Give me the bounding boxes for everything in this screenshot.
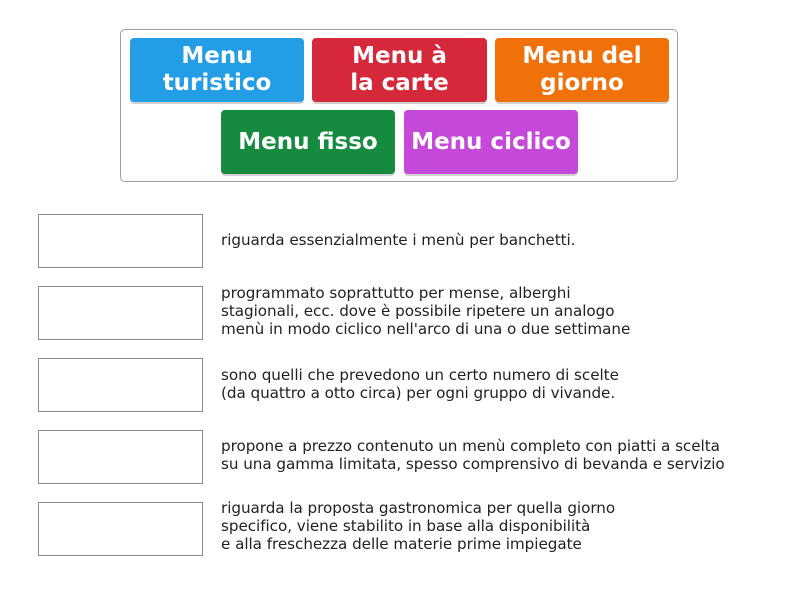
description-3: sono quelli che prevedono un certo numero di scelte (da quattro a otto circa) per ogni gruppo di vivande. (221, 366, 619, 402)
drop-slot-2[interactable] (38, 286, 203, 340)
drop-slot-1[interactable] (38, 214, 203, 268)
tile-menu-turistico[interactable]: Menu turistico (130, 38, 304, 102)
tile-menu-a-la-carte[interactable]: Menu à la carte (312, 38, 487, 102)
description-5: riguarda la proposta gastronomica per quella giorno specifico, viene stabilito in base alla disponibilità e alla freschezza delle materie prime impiegate (221, 499, 616, 553)
drop-slot-4[interactable] (38, 430, 203, 484)
description-2: programmato soprattutto per mense, alberghi stagionali, ecc. dove è possibile ripetere un analogo menù in modo ciclico nell'arco di una o due settimane (221, 284, 631, 338)
drop-slot-5[interactable] (38, 502, 203, 556)
tile-menu-fisso[interactable]: Menu fisso (221, 110, 395, 174)
description-1: riguarda essenzialmente i menù per banchetti. (221, 231, 576, 249)
description-4: propone a prezzo contenuto un menù completo con piatti a scelta su una gamma limitata, spesso comprensivo di bevanda e servizio (221, 437, 725, 473)
tile-menu-del-giorno[interactable]: Menu del giorno (495, 38, 669, 102)
tile-menu-ciclico[interactable]: Menu ciclico (404, 110, 578, 174)
drop-slot-3[interactable] (38, 358, 203, 412)
